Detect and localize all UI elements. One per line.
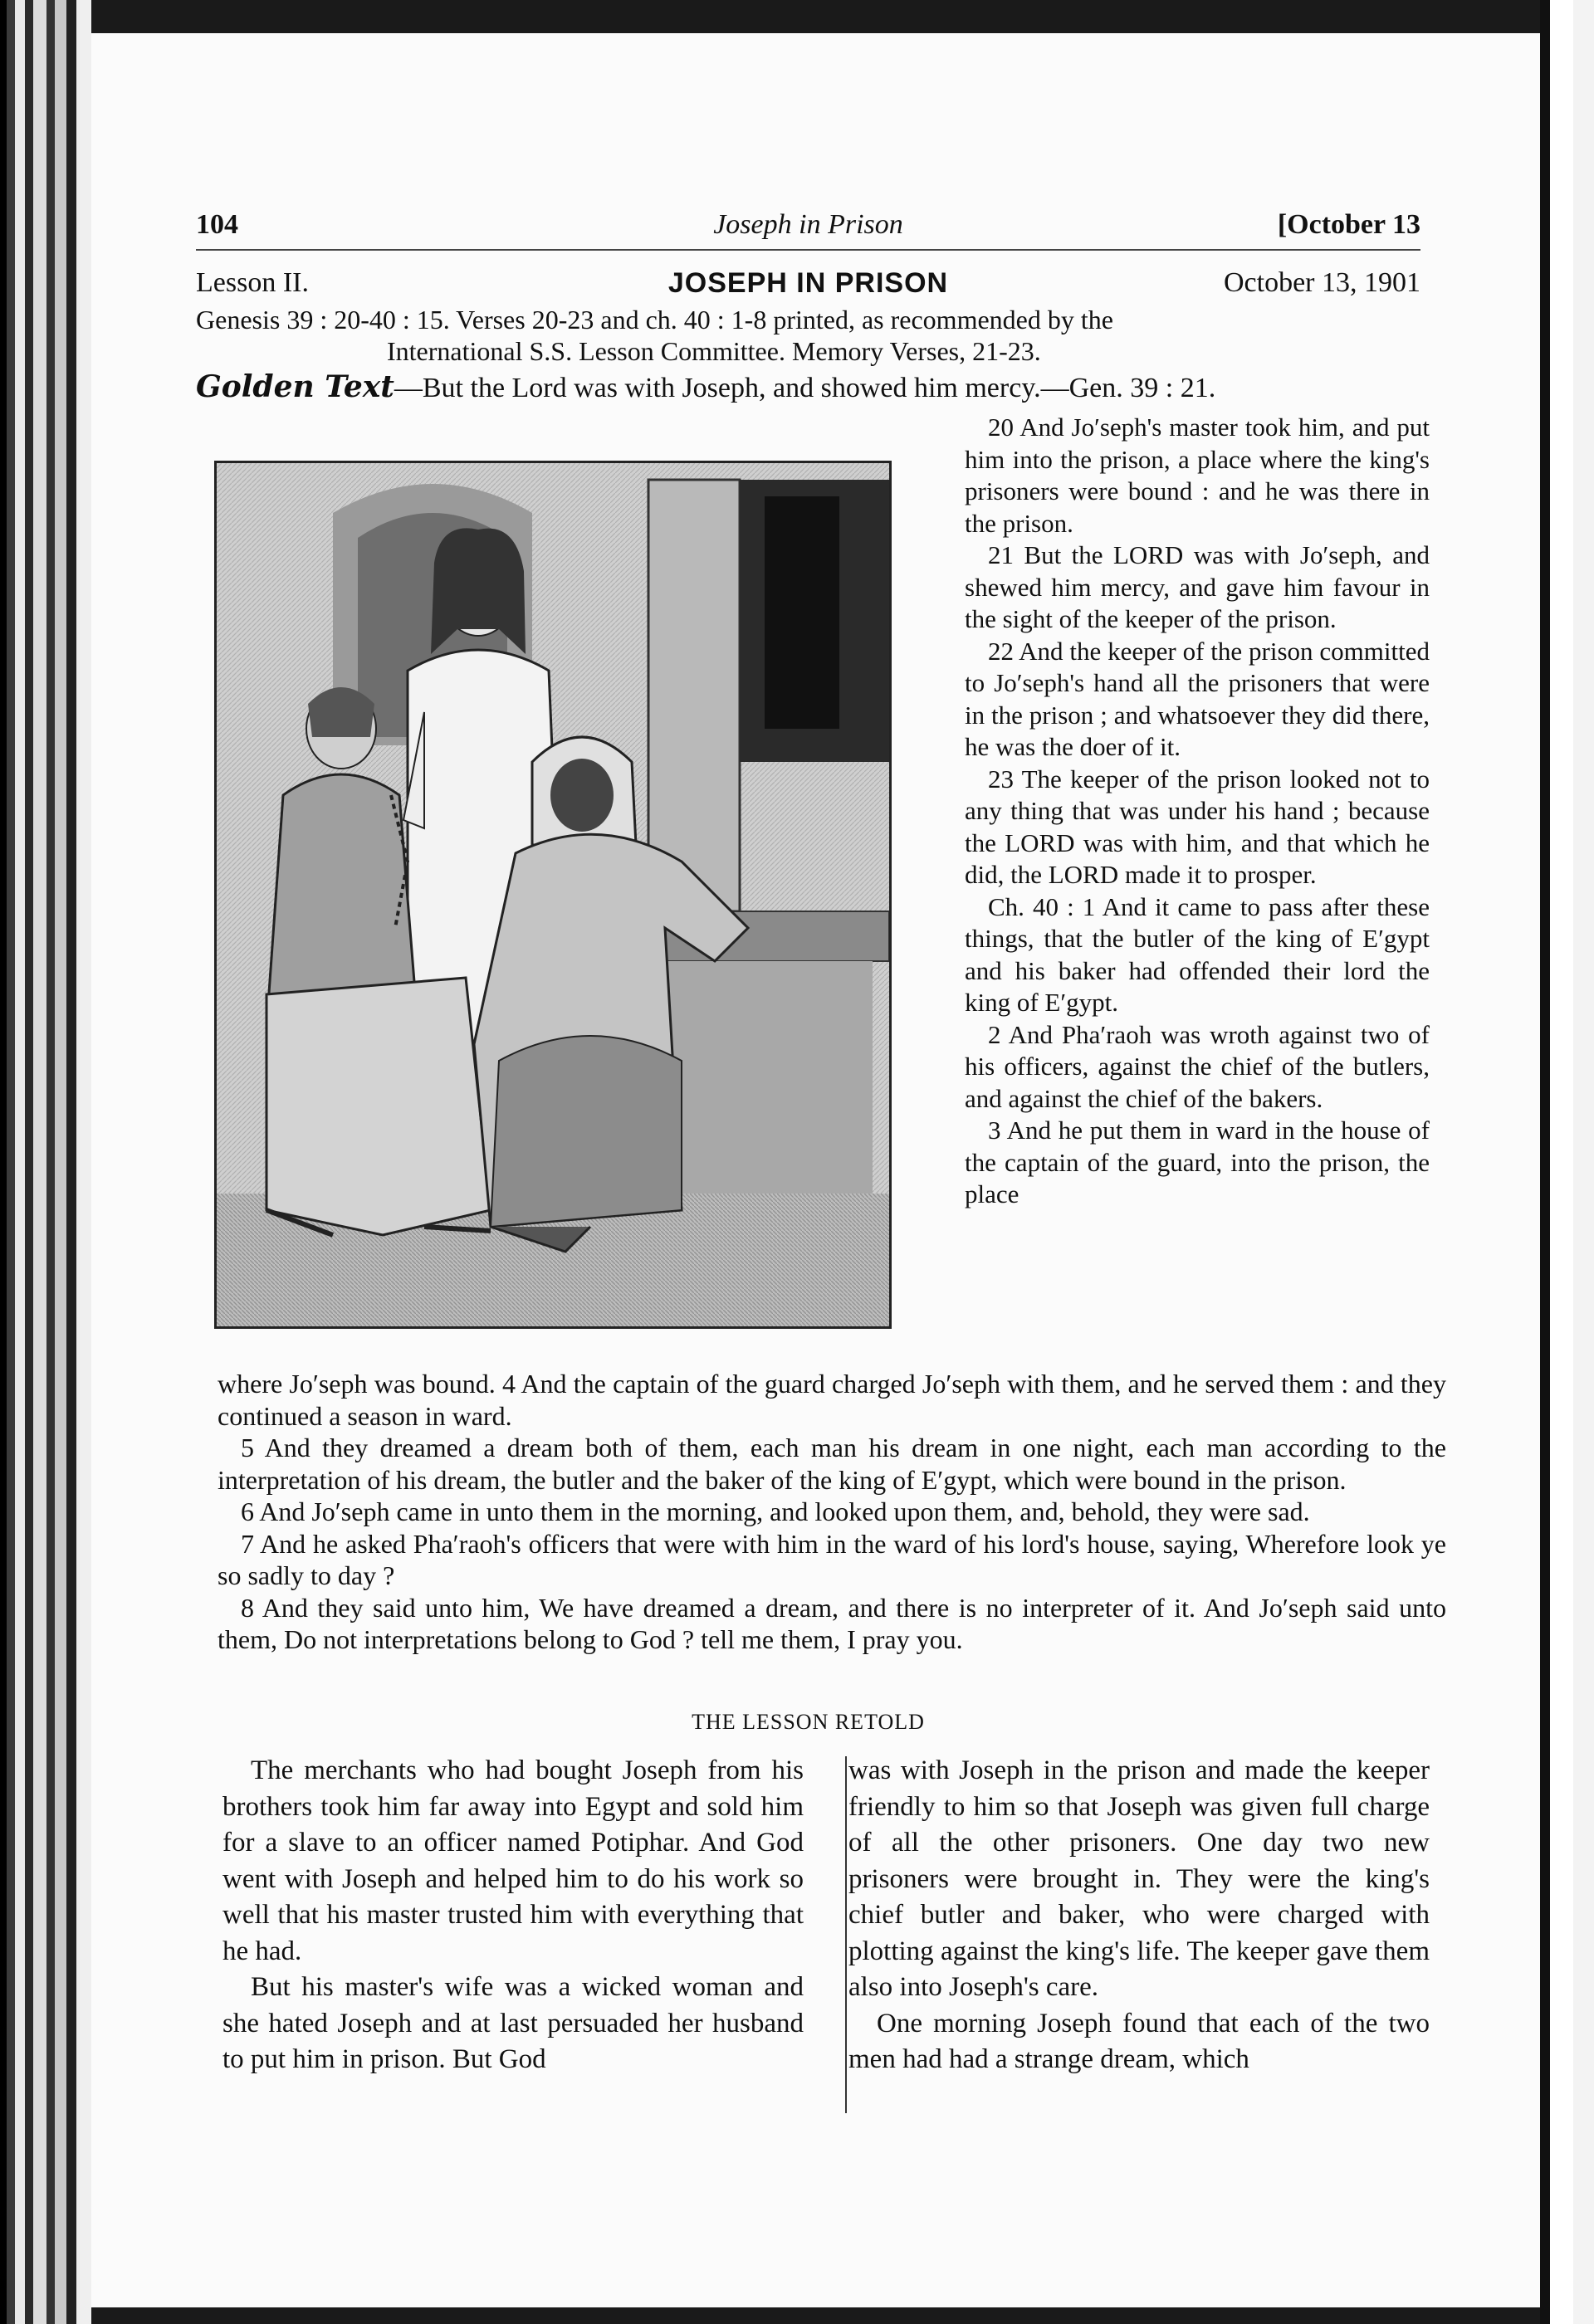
verse-20: 20 And Jo′seph's master took him, and put him into the prison, a place where the king's prisoners were bound : and he was there in the prison. [965, 413, 1430, 538]
chapter-40-verse-1: Ch. 40 : 1 And it came to pass after these things, that the butler of the king of E′gypt and his baker had offended their lord the king of E′gypt. [965, 891, 1430, 1017]
golden-text-body: —But the Lord was with Joseph, and showed him mercy.—Gen. 39 : 21. [394, 373, 1216, 403]
golden-text [196, 370, 1441, 405]
verse-22: 22 And the keeper of the prison committed to Jo′seph's hand all the prisoners that were in the prison ; and whatsoever they did there, he was the doer of it. [965, 636, 1430, 761]
retold-left-paragraph-1: The merchants who had bought Joseph from his brothers took him far away into Egypt and sold him for a slave to an officer named Potiphar. And God went with Joseph and helped him to do his work so well that his master trusted him with everything that he had. [222, 1755, 804, 1966]
golden-text-label: Golden Text [196, 369, 394, 404]
scripture-right-column [965, 412, 1430, 1211]
verse-23: 23 The keeper of the prison looked not to any thing that was under his hand ; because the LORD was with him, and that which he did, the LORD made it to prosper. [965, 764, 1430, 889]
retold-right-paragraph-2: One morning Joseph found that each of the two men had had a strange dream, which [848, 2008, 1430, 2074]
verse-6: 6 And Jo′seph came in unto them in the morning, and looked upon them, and, behold, they were sad. [241, 1496, 1310, 1526]
lesson-number: Lesson II. [196, 267, 309, 298]
lesson-heading [196, 267, 1420, 304]
running-header [196, 209, 1420, 246]
verse-7: 7 And he asked Pha′raoh's officers that were with him in the ward of his lord's house, saying, Wherefore look ye so sadly to day ? [218, 1528, 1446, 1590]
column-divider [845, 1756, 847, 2113]
retold-right-paragraph-1: was with Joseph in the prison and made the keeper friendly to him so that Joseph was given full charge of all the other prisoners. One day two new prisoners were brought in. They were the king's chief butler and baker, who were charged with plotting against the king's life. The keeper gave them also into Joseph's care. [848, 1755, 1430, 2002]
lesson-title: JOSEPH IN PRISON [667, 267, 949, 299]
retold-left-column [222, 1753, 804, 2078]
running-date: [October 13 [1277, 209, 1420, 240]
running-title: Joseph in Prison [713, 209, 903, 240]
facing-page-edge [1540, 0, 1594, 2324]
engraving-joseph-in-prison [214, 461, 892, 1329]
page-number: 104 [196, 209, 238, 240]
scripture-full-width [218, 1368, 1446, 1656]
reference-line-1: Genesis 39 : 20-40 : 15. Verses 20-23 and ch. 40 : 1-8 printed, as recommended by the [196, 305, 1113, 334]
verse-3-4-continued: where Jo′seph was bound. 4 And the captain of the guard charged Jo′seph with them, and he served them : and they continued a season in ward. [218, 1369, 1446, 1431]
verse-8: 8 And they said unto him, We have dreamed a dream, and there is no interpreter of it. And Jo′seph said unto them, Do not interpretations belong to God ? tell me them, I pray you. [218, 1592, 1446, 1654]
retold-right-column [848, 1753, 1430, 2078]
header-rule [196, 249, 1420, 251]
verse-3-start: 3 And he put them in ward in the house of the captain of the guard, into the prison, the place [965, 1116, 1430, 1208]
verse-2: 2 And Pha′raoh was wroth against two of his officers, against the chief of the butlers, and against the chief of the bakers. [965, 1019, 1430, 1113]
lesson-date: October 13, 1901 [1223, 267, 1420, 298]
scripture-reference [196, 304, 1420, 367]
illustration-svg [217, 463, 889, 1326]
retold-left-paragraph-2: But his master's wife was a wicked woman and she hated Joseph and at last persuaded her husband to put him in prison. But God [222, 1972, 804, 2074]
lesson-retold-heading: THE LESSON RETOLD [692, 1710, 925, 1734]
verse-5: 5 And they dreamed a dream both of them, each man his dream in one night, each man according to the interpretation of his dream, the butler and the baker of the king of E′gypt, which were bound in the prison. [218, 1433, 1446, 1495]
reference-line-2: International S.S. Lesson Committee. Memory Verses, 21-23. [387, 336, 1041, 366]
verse-21: 21 But the LORD was with Jo′seph, and shewed him mercy, and gave him favour in the sight of the keeper of the prison. [965, 540, 1430, 633]
book-spine-edge [0, 0, 91, 2324]
